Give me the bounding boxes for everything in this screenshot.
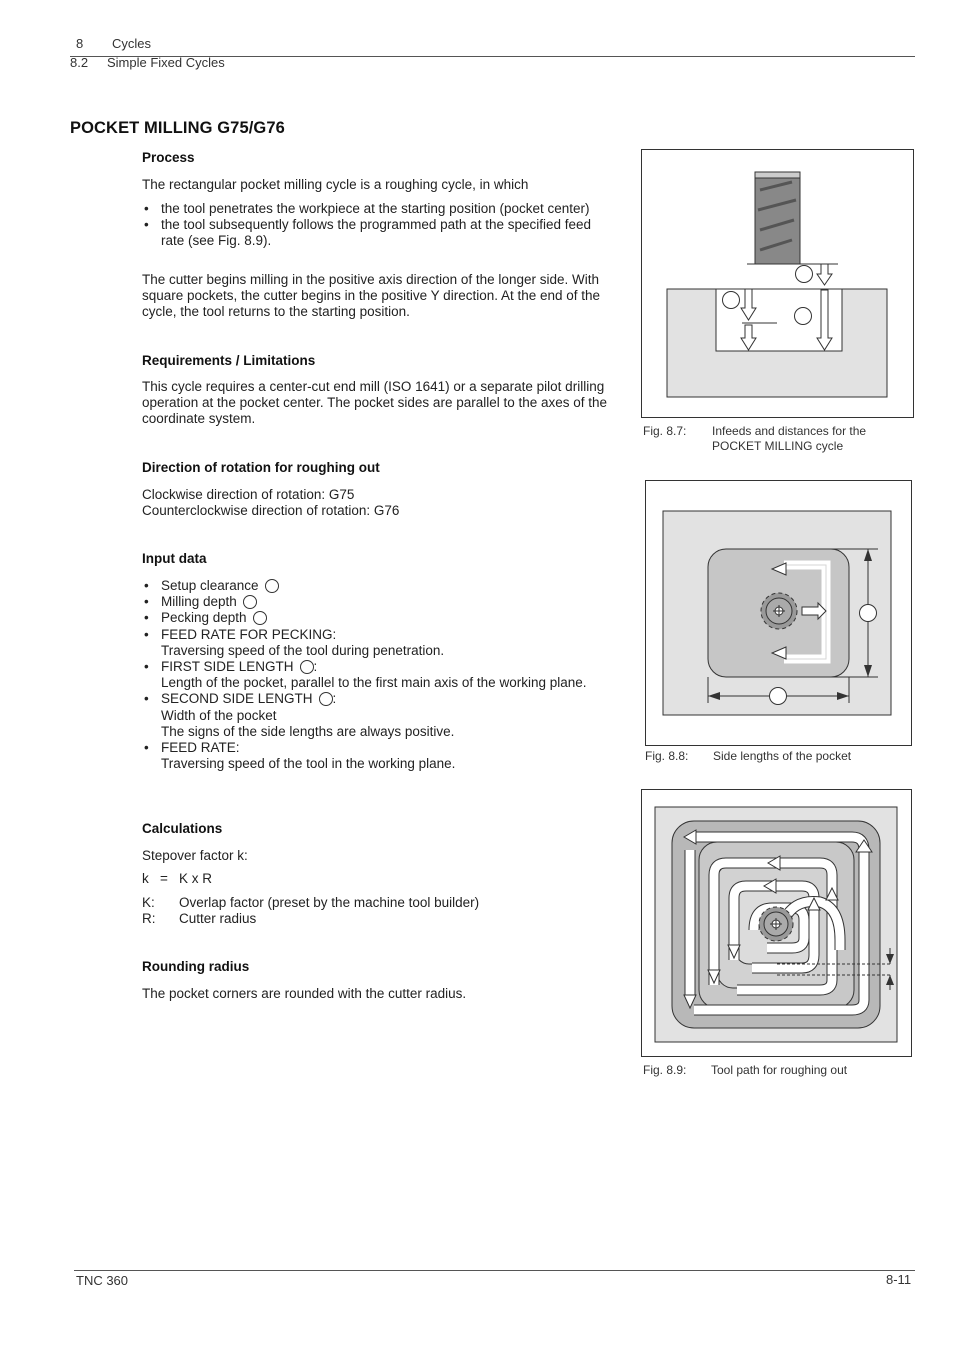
rotation-heading: Direction of rotation for roughing out [142, 460, 380, 475]
second-side-desc-2: The signs of the side lengths are always positive. [161, 723, 455, 739]
k-desc: Overlap factor (preset by the machine tool builder) [179, 895, 480, 910]
pecking-depth-label: Pecking depth [161, 610, 247, 626]
formula-rhs: K x R [179, 871, 213, 886]
requirements-heading: Requirements / Limitations [142, 353, 316, 368]
caption-text: Side lengths of the pocket [713, 749, 852, 763]
colon: : [332, 691, 337, 707]
setup-clearance-label: Setup clearance [161, 578, 259, 593]
page-number: 8-11 [886, 1272, 912, 1287]
side-lengths-diagram [646, 481, 911, 745]
caption-text: Tool path for roughing out [711, 1063, 848, 1077]
process-intro: The rectangular pocket milling cycle is a roughing cycle, in which [142, 177, 529, 192]
caption-line-2: POCKET MILLING cycle [712, 438, 844, 453]
chapter-number: 8 [76, 36, 84, 51]
caption-number: Fig. 8.9: [643, 1063, 687, 1077]
parameter-circle-icon [300, 660, 314, 674]
stepover-label: Stepover factor k: [142, 848, 248, 863]
page-title: POCKET MILLING G75/G76 [70, 119, 285, 137]
parameter-circle-icon [243, 595, 257, 609]
feed-peck-label: FEED RATE FOR PECKING: [161, 626, 337, 642]
formula [142, 871, 213, 887]
list-item [142, 740, 592, 772]
caption-number: Fig. 8.7: [643, 424, 687, 438]
feed-peck-desc: Traversing speed of the tool during penetration. [161, 642, 445, 658]
r-definition [142, 911, 612, 927]
first-side-label: FIRST SIDE LENGTH [161, 659, 294, 675]
figure-8-8-caption [645, 749, 915, 764]
list-item [142, 594, 592, 610]
calculations-heading: Calculations [142, 821, 223, 836]
process-paragraph: The cutter begins milling in the positive axis direction of the longer side. With square pockets, the cutter begins in the positive Y direction. At the end of the cycle, the tool returns to the starting position. [142, 272, 601, 319]
parameter-circle-icon [265, 579, 279, 593]
section-number: 8.2 [70, 55, 89, 70]
figure-8-8 [645, 480, 912, 746]
infeed-diagram [642, 150, 913, 417]
list-item: • the tool penetrates the workpiece at the starting position (pocket center) [142, 201, 602, 217]
requirements-paragraph: This cycle requires a center-cut end mill (ISO 1641) or a separate pilot drilling operation at the pocket center. The pocket sides are parallel to the axes of the coordinate system. [142, 379, 608, 426]
r-desc: Cutter radius [179, 911, 257, 926]
formula-lhs: k [142, 871, 149, 886]
parameter-circle-icon [319, 692, 333, 706]
colon: : [313, 659, 318, 675]
figure-8-7 [641, 149, 914, 418]
rounding-paragraph: The pocket corners are rounded with the cutter radius. [142, 986, 467, 1001]
caption-number: Fig. 8.8: [645, 749, 689, 763]
footer-rule [74, 1270, 915, 1271]
list-item: • the tool subsequently follows the programmed path at the specified feed rate (see Fig. 8.9). [142, 217, 602, 249]
caption-text [712, 424, 913, 453]
second-side-desc-1: Width of the pocket [161, 707, 277, 723]
process-bullets [142, 201, 602, 250]
r-label: R: [142, 911, 156, 926]
list-item [142, 627, 592, 659]
feed-rate-desc: Traversing speed of the tool in the working plane. [161, 756, 456, 772]
input-list [142, 578, 592, 772]
milling-depth-label: Milling depth [161, 594, 237, 610]
caption-line-1: Infeeds and distances for the [712, 424, 867, 438]
k-label: K: [142, 895, 155, 910]
process-heading: Process [142, 150, 195, 165]
chapter-title: Cycles [112, 36, 152, 51]
list-item [142, 691, 592, 740]
formula-eq: = [160, 871, 168, 886]
tool-path-diagram [642, 790, 911, 1056]
first-side-desc: Length of the pocket, parallel to the first main axis of the working plane. [161, 675, 587, 691]
list-item [142, 610, 592, 626]
parameter-circle-icon [253, 611, 267, 625]
rotation-line-1: Clockwise direction of rotation: G75 [142, 487, 355, 502]
figure-8-9-caption [643, 1063, 913, 1078]
list-item [142, 659, 592, 691]
rotation-line-2: Counterclockwise direction of rotation: G76 [142, 503, 400, 518]
figure-8-9 [641, 789, 912, 1057]
footer-left: TNC 360 [76, 1273, 129, 1288]
input-heading: Input data [142, 551, 207, 566]
rounding-heading: Rounding radius [142, 959, 250, 974]
list-item [142, 578, 592, 594]
feed-rate-label: FEED RATE: [161, 740, 240, 756]
section-title: Simple Fixed Cycles [107, 55, 225, 70]
figure-8-7-caption [643, 424, 913, 453]
k-definition [142, 895, 612, 911]
second-side-label: SECOND SIDE LENGTH [161, 691, 313, 707]
